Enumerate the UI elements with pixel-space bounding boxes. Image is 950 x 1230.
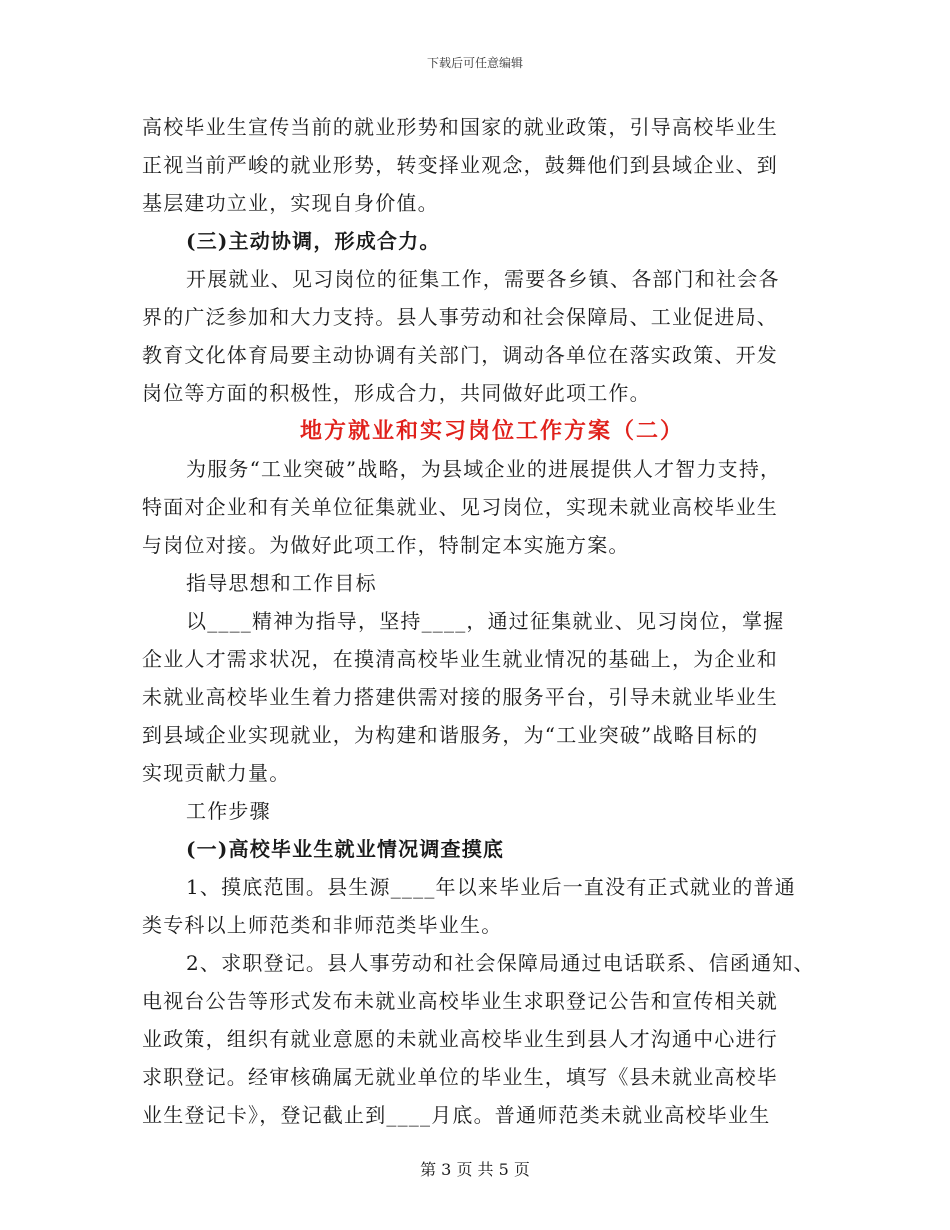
text-line: 高校毕业生宣传当前的就业形势和国家的就业政策，引导高校毕业生 [142, 115, 778, 139]
text-line: 电视台公告等形式发布未就业高校毕业生求职登记公告和宣传相关就 [142, 989, 778, 1013]
page-header: 下载后可任意编辑 [426, 56, 523, 70]
text-line: 界的广泛参加和大力支持。县人事劳动和社会保障局、工业促进局、 [142, 305, 778, 329]
document-body [142, 108, 822, 1134]
text-line: 到县域企业实现就业，为构建和谐服务，为“工业突破”战略目标的 [142, 723, 759, 747]
text-line: 2、求职登记。县人事劳动和社会保障局通过电话联系、信函通知、 [186, 951, 815, 975]
text-line: 基层建功立业，实现自身价值。 [142, 191, 439, 215]
text-line: 特面对企业和有关单位征集就业、见习岗位，实现未就业高校毕业生 [142, 495, 778, 519]
text-line: 类专科以上师范类和非师范类毕业生。 [142, 913, 503, 937]
text-line: (一)高校毕业生就业情况调查摸底 [186, 837, 505, 861]
text-line: 为服务“工业突破”战略，为县域企业的进展提供人才智力支持， [186, 457, 782, 481]
text-line: 以____精神为指导，坚持____，通过征集就业、见习岗位，掌握 [186, 609, 785, 633]
text-line: 工作步骤 [186, 799, 271, 823]
text-line: 企业人才需求状况，在摸清高校毕业生就业情况的基础上，为企业和 [142, 647, 778, 671]
text-line: 指导思想和工作目标 [186, 571, 377, 595]
text-line: 求职登记。经审核确属无就业单位的毕业生，填写《县未就业高校毕 [142, 1065, 778, 1089]
text-line: 与岗位对接。为做好此项工作，特制定本实施方案。 [142, 533, 630, 557]
text-line: 实现贡献力量。 [142, 761, 291, 785]
text-line: 开展就业、见习岗位的征集工作，需要各乡镇、各部门和社会各 [186, 267, 780, 291]
text-line: 1、摸底范围。县生源____年以来毕业后一直没有正式就业的普通 [186, 875, 796, 899]
text-line: 未就业高校毕业生着力搭建供需对接的服务平台，引导未就业毕业生 [142, 685, 778, 709]
text-line: 正视当前严峻的就业形势，转变择业观念，鼓舞他们到县域企业、到 [142, 153, 778, 177]
text-line: 教育文化体育局要主动协调有关部门，调动各单位在落实政策、开发 [142, 343, 778, 367]
text-line: 业政策，组织有就业意愿的未就业高校毕业生到县人才沟通中心进行 [142, 1027, 778, 1051]
page-footer: 第 3 页 共 5 页 [420, 1160, 530, 1179]
section-title: 地方就业和实习岗位工作方案（二） [299, 418, 684, 444]
text-line: (三)主动协调，形成合力。 [186, 229, 441, 253]
text-line: 业生登记卡》，登记截止到____月底。普通师范类未就业高校毕业生 [142, 1103, 771, 1127]
text-line: 岗位等方面的积极性，形成合力，共同做好此项工作。 [142, 381, 651, 405]
